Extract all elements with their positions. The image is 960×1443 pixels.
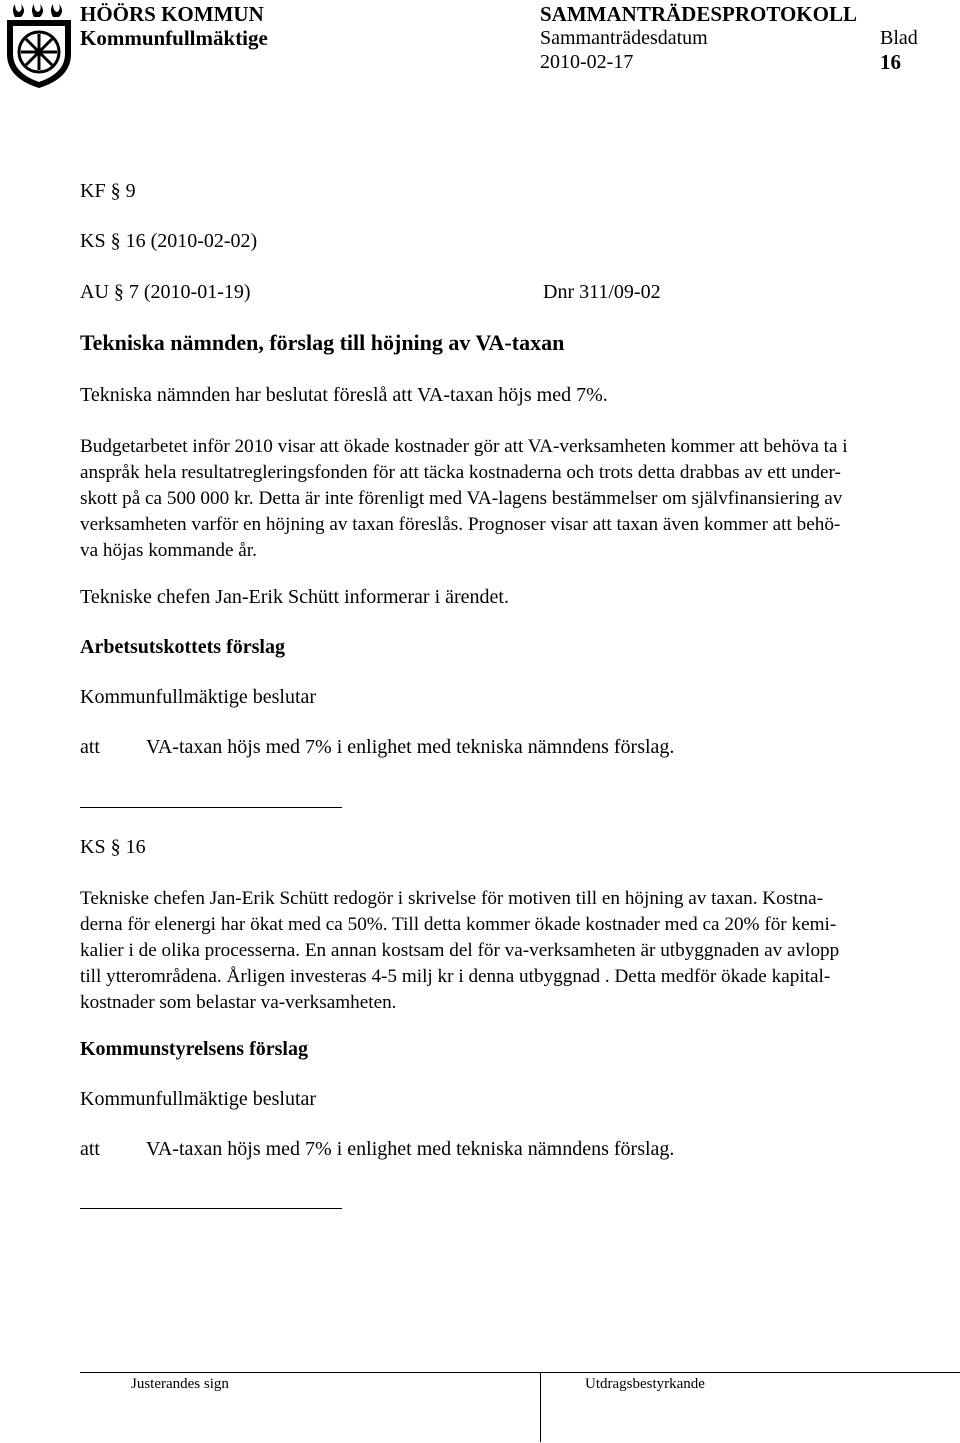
municipality-coat-of-arms-logo [3,2,75,90]
meeting-date-label: Sammanträdesdatum [540,27,708,49]
paragraph-line: anspråk hela resultatregleringsfonden för att täcka kostnaderna och trots detta drabbas av ett under- [80,462,841,483]
paragraph-line: till ytterområdena. Årligen investeras 4-5 milj kr i denna utbyggnad . Detta medför ökade kapital- [80,966,831,987]
document-type: SAMMANTRÄDESPROTOKOLL [540,2,857,26]
budget-paragraph [80,434,960,564]
paragraph-line: Budgetarbetet inför 2010 visar att ökade kostnader gör att VA-verksamheten kommer att behöva ta i [80,436,848,457]
paragraph-line: derna för elenergi har ökat med ca 50%. Till detta kommer ökade kostnader med ca 20% för kemi- [80,914,837,935]
section-separator [80,807,342,808]
diary-number: Dnr 311/09-02 [543,281,661,303]
paragraph-line: va höjas kommande år. [80,540,257,561]
ks-reference-2: KS § 16 [80,836,146,858]
paragraph-line: kostnader som belastar va-verksamheten. [80,992,397,1013]
extract-certification-label: Utdragsbestyrkande [585,1376,705,1392]
intro-text: Tekniska nämnden har beslutat föreslå att VA-taxan höjs med 7%. [80,384,608,406]
section-separator-2 [80,1208,342,1209]
paragraph-line: verksamheten varför en höjning av taxan föreslås. Prognoser visar att taxan även kommer att behö- [80,514,841,535]
page-number: 16 [880,50,901,74]
decision-text-2: VA-taxan höjs med 7% i enlighet med tekniska nämndens förslag. [146,1138,675,1160]
kf-decides-label-2: Kommunfullmäktige beslutar [80,1088,317,1110]
ks-reference: KS § 16 (2010-02-02) [80,230,258,252]
paragraph-line: skott på ca 500 000 kr. Detta är inte förenligt med VA-lagens bestämmelser om självfinansiering av [80,488,843,509]
kf-decides-label: Kommunfullmäktige beslutar [80,686,317,708]
municipality-name: HÖÖRS KOMMUN [80,2,264,26]
decision-att-2: att [80,1138,100,1160]
decision-text: VA-taxan höjs med 7% i enlighet med tekniska nämndens förslag. [146,736,675,758]
motives-paragraph [80,886,960,1016]
paragraph-line: kalier i de olika processerna. En annan kostsam del för va-verksamheten är utbyggnaden av avlopp [80,940,840,961]
info-text: Tekniske chefen Jan-Erik Schütt informerar i ärendet. [80,586,509,608]
au-proposal-heading: Arbetsutskottets förslag [80,636,285,658]
meeting-date: 2010-02-17 [540,51,634,73]
document-title: Tekniska nämnden, förslag till höjning av VA-taxan [80,330,565,355]
justify-signature-label: Justerandes sign [131,1376,229,1392]
decision-att: att [80,736,100,758]
paragraph-line: Tekniske chefen Jan-Erik Schütt redogör i skrivelse för motiven till en höjning av taxan. Kostna- [80,888,824,909]
ks-proposal-heading: Kommunstyrelsens förslag [80,1038,308,1060]
kf-reference: KF § 9 [80,180,136,202]
body-name: Kommunfullmäktige [80,26,268,50]
page-label: Blad [880,27,918,49]
footer-divider [540,1372,541,1442]
au-reference: AU § 7 (2010-01-19) [80,281,251,303]
